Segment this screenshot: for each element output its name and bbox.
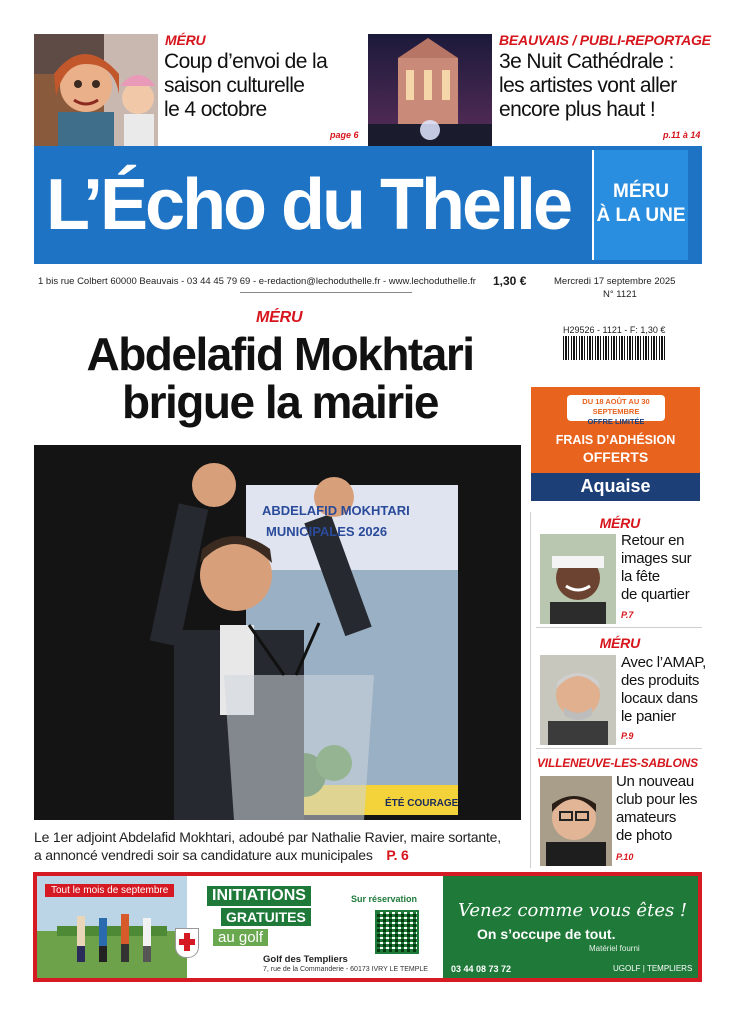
- teaser-photo-culture[interactable]: [34, 34, 158, 146]
- golf-month-badge: Tout le mois de septembre: [45, 884, 174, 897]
- side-title-line: des produits: [621, 672, 700, 689]
- lead-photo[interactable]: [34, 445, 521, 820]
- side-title-club[interactable]: [616, 773, 697, 845]
- side-photo-club[interactable]: [540, 776, 612, 866]
- qr-code-icon[interactable]: [375, 910, 419, 954]
- side-title-line: le panier: [621, 708, 676, 725]
- teaser-title-line: les artistes vont aller: [499, 74, 677, 97]
- caption-text: Le 1er adjoint Abdelafid Mokhtari, adoubé par Nathalie Ravier, maire sortante, a annoncé vendredi soir sa candidature aux municipales: [34, 829, 501, 863]
- caption-page-ref: P. 6: [386, 847, 409, 863]
- masthead-section-box[interactable]: [592, 150, 688, 260]
- sidebar-rule: [530, 512, 531, 868]
- teaser-title-culture[interactable]: [164, 50, 364, 122]
- golf-slogan: Venez comme vous êtes !: [458, 900, 688, 921]
- side-page-ref: P.10: [616, 852, 634, 862]
- newspaper-title[interactable]: L’Écho du Thelle: [46, 165, 571, 245]
- side-title-line: locaux dans: [621, 690, 698, 707]
- headline-line: brigue la mairie: [121, 376, 438, 428]
- golf-material: Matériel fourni: [589, 944, 640, 953]
- divider: [536, 627, 702, 628]
- golf-phone: 03 44 08 73 72: [451, 964, 512, 974]
- promo-line: FRAIS D’ADHÉSION: [555, 433, 676, 447]
- side-photo-quartier[interactable]: [540, 534, 616, 624]
- section-label: À LA UNE: [596, 205, 686, 226]
- teaser-title-line: Coup d’envoi de la: [164, 50, 328, 73]
- golf-care: On s’occupe de tout.: [477, 926, 616, 942]
- barcode: [563, 336, 667, 360]
- teaser-page-ref: page 6: [330, 130, 359, 140]
- golf-crest: [175, 928, 199, 958]
- teaser-page-ref: p.11 à 14: [663, 130, 701, 140]
- side-title-amap[interactable]: [621, 654, 706, 726]
- side-title-line: la fête: [621, 568, 660, 585]
- promo-ad[interactable]: [531, 387, 700, 501]
- golf-brand: UGOLF | TEMPLIERS: [613, 964, 693, 973]
- divider: [536, 748, 702, 749]
- teaser-photo-cathedral[interactable]: [368, 34, 492, 146]
- side-title-line: amateurs: [616, 809, 677, 826]
- side-title-line: Retour en: [621, 532, 685, 549]
- barcode-text: H29526 - 1121 - F: 1,30 €: [563, 325, 666, 335]
- side-title-line: images sur: [621, 550, 692, 567]
- side-title-line: de photo: [616, 827, 672, 844]
- teaser-kicker: BEAUVAIS / PUBLI-REPORTAGE: [499, 32, 711, 48]
- promo-date-badge: [567, 395, 665, 426]
- lead-headline[interactable]: [40, 330, 520, 426]
- golf-reservation: Sur réservation: [351, 894, 418, 904]
- golf-address: 7, rue de la Commanderie - 60173 IVRY LE TEMPLE: [263, 966, 428, 973]
- side-page-ref: P.9: [621, 731, 634, 741]
- golf-gratuites: GRATUITES: [221, 908, 311, 926]
- teaser-title-cathedral[interactable]: [499, 50, 709, 122]
- promo-limited: OFFRE LIMITÉE: [587, 417, 645, 426]
- promo-brand: Aquaise: [580, 476, 651, 496]
- poster-text: ABDELAFID MOKHTARI: [262, 503, 410, 518]
- side-title-line: de quartier: [621, 586, 690, 603]
- issue-date: Mercredi 17 septembre 2025: [554, 276, 676, 287]
- golf-club-name: Golf des Templiers: [263, 954, 348, 965]
- poster-text: MUNICIPALES 2026: [266, 524, 388, 539]
- side-kicker: MÉRU: [599, 515, 640, 531]
- teaser-title-line: le 4 octobre: [164, 98, 267, 121]
- divider: [240, 292, 412, 293]
- headline-line: Abdelafid Mokhtari: [86, 328, 474, 380]
- section-label: MÉRU: [613, 181, 669, 202]
- lead-kicker: MÉRU: [256, 309, 303, 326]
- golf-initiations: INITIATIONS: [207, 886, 311, 906]
- side-kicker: VILLENEUVE-LES-SABLONS: [537, 756, 698, 770]
- promo-dates: DU 18 AOÛT AU 30 SEPTEMBRE: [582, 397, 650, 416]
- poster-text: ÉTÉ COURAGE: [385, 798, 459, 809]
- golf-ad[interactable]: [33, 872, 702, 982]
- side-kicker: MÉRU: [599, 635, 640, 651]
- contact-line: 1 bis rue Colbert 60000 Beauvais - 03 44 45 79 69 - e-redaction@lechoduthelle.fr - www.lechoduthelle.fr: [38, 276, 476, 287]
- teaser-kicker: MÉRU: [165, 32, 206, 48]
- teaser-title-line: saison culturelle: [164, 74, 305, 97]
- lead-caption: [34, 828, 512, 864]
- side-title-quartier[interactable]: [621, 532, 691, 604]
- price: 1,30 €: [493, 274, 527, 288]
- promo-line: OFFERTS: [582, 449, 649, 465]
- side-title-line: Avec l’AMAP,: [621, 654, 707, 671]
- side-page-ref: P.7: [621, 610, 634, 620]
- side-title-line: club pour les: [616, 791, 698, 808]
- side-title-line: Un nouveau: [616, 773, 694, 790]
- side-photo-amap[interactable]: [540, 655, 616, 745]
- teaser-title-line: 3e Nuit Cathédrale :: [499, 50, 674, 73]
- issue-number: N° 1121: [603, 289, 637, 300]
- teaser-title-line: encore plus haut !: [499, 98, 656, 121]
- golf-augolf: au golf: [213, 929, 268, 946]
